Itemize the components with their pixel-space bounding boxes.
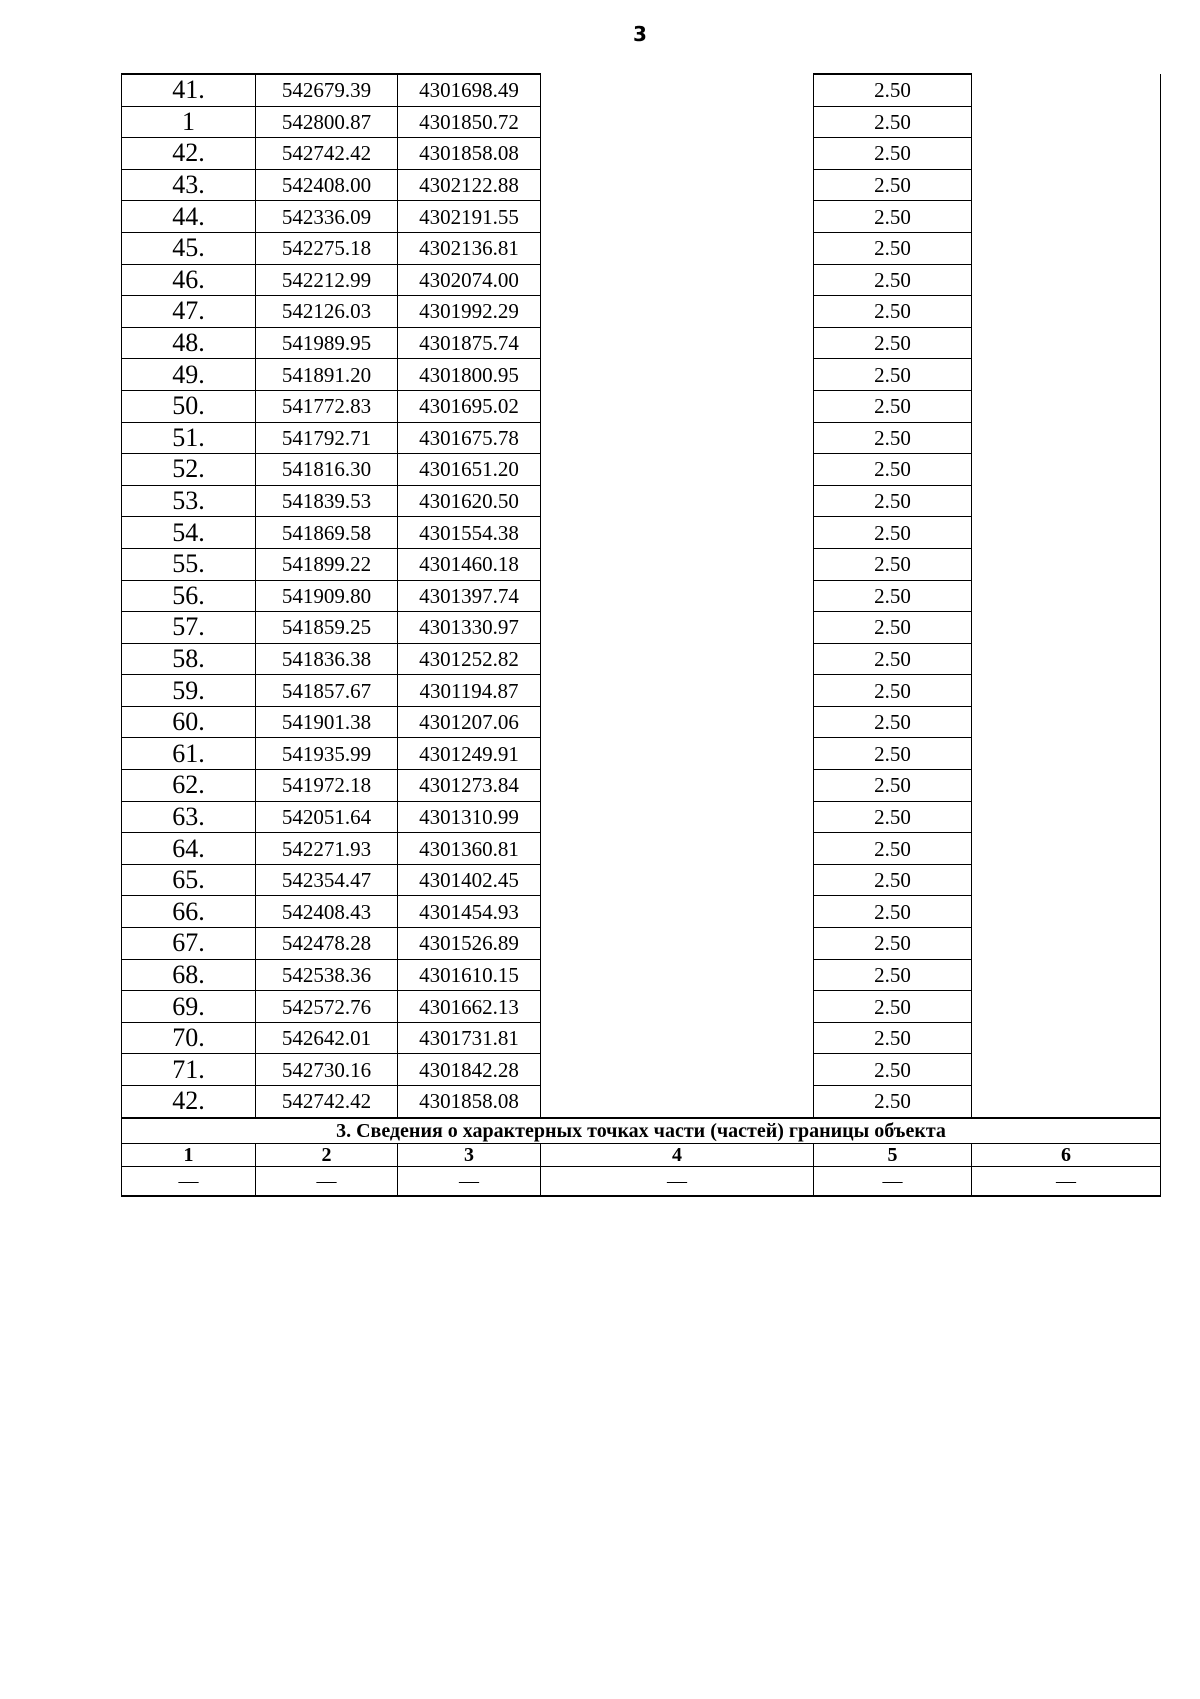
point-number: 47. xyxy=(122,296,256,328)
precision-value: 2.50 xyxy=(814,959,972,991)
table-row xyxy=(122,138,1161,170)
empty-cell xyxy=(972,264,1161,296)
point-number: 44. xyxy=(122,201,256,233)
coord-y: 4301675.78 xyxy=(398,422,541,454)
empty-cell xyxy=(541,517,814,549)
empty-cell xyxy=(972,675,1161,707)
coord-y: 4301610.15 xyxy=(398,959,541,991)
precision-value: 2.50 xyxy=(814,991,972,1023)
table-row xyxy=(122,896,1161,928)
coord-x: 542408.00 xyxy=(256,169,398,201)
precision-value: 2.50 xyxy=(814,864,972,896)
point-number: 60. xyxy=(122,706,256,738)
dash-cell: — xyxy=(972,1166,1161,1196)
point-number: 41. xyxy=(122,74,256,106)
precision-value: 2.50 xyxy=(814,517,972,549)
coord-y: 4301402.45 xyxy=(398,864,541,896)
empty-cell xyxy=(972,896,1161,928)
precision-value: 2.50 xyxy=(814,485,972,517)
coord-x: 542478.28 xyxy=(256,928,398,960)
empty-cell xyxy=(972,801,1161,833)
coord-x: 542800.87 xyxy=(256,106,398,138)
table-row xyxy=(122,296,1161,328)
table-row xyxy=(122,770,1161,802)
empty-cell xyxy=(541,643,814,675)
point-number: 64. xyxy=(122,833,256,865)
coord-y: 4301651.20 xyxy=(398,454,541,486)
empty-cell xyxy=(972,864,1161,896)
point-number: 63. xyxy=(122,801,256,833)
coord-y: 4302122.88 xyxy=(398,169,541,201)
table-row xyxy=(122,1086,1161,1118)
coord-x: 541899.22 xyxy=(256,548,398,580)
point-number: 42. xyxy=(122,1086,256,1118)
table-row xyxy=(122,106,1161,138)
empty-cell xyxy=(972,548,1161,580)
coordinates-table xyxy=(121,73,1161,1197)
precision-value: 2.50 xyxy=(814,738,972,770)
coord-x: 542126.03 xyxy=(256,296,398,328)
empty-cell xyxy=(972,138,1161,170)
coord-y: 4301454.93 xyxy=(398,896,541,928)
precision-value: 2.50 xyxy=(814,390,972,422)
coord-x: 541772.83 xyxy=(256,390,398,422)
empty-cell xyxy=(972,959,1161,991)
coord-y: 4301698.49 xyxy=(398,74,541,106)
dash-cell: — xyxy=(814,1166,972,1196)
dash-cell: — xyxy=(398,1166,541,1196)
empty-cell xyxy=(541,359,814,391)
empty-cell xyxy=(972,706,1161,738)
coord-x: 541972.18 xyxy=(256,770,398,802)
empty-cell xyxy=(541,706,814,738)
empty-cell xyxy=(972,232,1161,264)
empty-cell xyxy=(541,738,814,770)
empty-cell xyxy=(972,770,1161,802)
coord-x: 542742.42 xyxy=(256,138,398,170)
coord-x: 541909.80 xyxy=(256,580,398,612)
column-header: 6 xyxy=(972,1143,1161,1166)
coord-x: 541839.53 xyxy=(256,485,398,517)
table-row xyxy=(122,1054,1161,1086)
section3 xyxy=(122,1118,1161,1196)
table-row xyxy=(122,864,1161,896)
empty-cell xyxy=(541,422,814,454)
empty-cell xyxy=(541,833,814,865)
coord-y: 4301397.74 xyxy=(398,580,541,612)
table-row xyxy=(122,643,1161,675)
dash-cell: — xyxy=(256,1166,398,1196)
coord-y: 4301662.13 xyxy=(398,991,541,1023)
coord-x: 542679.39 xyxy=(256,74,398,106)
point-number: 57. xyxy=(122,612,256,644)
empty-cell xyxy=(972,580,1161,612)
coord-x: 542336.09 xyxy=(256,201,398,233)
table-row xyxy=(122,1022,1161,1054)
point-number: 67. xyxy=(122,928,256,960)
precision-value: 2.50 xyxy=(814,643,972,675)
empty-cell xyxy=(541,201,814,233)
page-number: 3 xyxy=(633,22,647,46)
empty-cell xyxy=(972,1022,1161,1054)
precision-value: 2.50 xyxy=(814,138,972,170)
precision-value: 2.50 xyxy=(814,169,972,201)
coord-y: 4301850.72 xyxy=(398,106,541,138)
empty-cell xyxy=(972,833,1161,865)
point-number: 66. xyxy=(122,896,256,928)
empty-cell xyxy=(541,264,814,296)
empty-cell xyxy=(972,485,1161,517)
point-number: 48. xyxy=(122,327,256,359)
point-number: 59. xyxy=(122,675,256,707)
precision-value: 2.50 xyxy=(814,1086,972,1118)
precision-value: 2.50 xyxy=(814,675,972,707)
empty-cell xyxy=(541,928,814,960)
precision-value: 2.50 xyxy=(814,612,972,644)
table-row xyxy=(122,706,1161,738)
empty-cell xyxy=(541,390,814,422)
dash-cell: — xyxy=(541,1166,814,1196)
coord-y: 4301249.91 xyxy=(398,738,541,770)
empty-cell xyxy=(972,928,1161,960)
table-row xyxy=(122,454,1161,486)
coord-y: 4301252.82 xyxy=(398,643,541,675)
table-row xyxy=(122,991,1161,1023)
coord-y: 4301875.74 xyxy=(398,327,541,359)
point-number: 70. xyxy=(122,1022,256,1054)
coord-y: 4301310.99 xyxy=(398,801,541,833)
empty-cell xyxy=(541,1086,814,1118)
empty-cell xyxy=(541,864,814,896)
point-number: 71. xyxy=(122,1054,256,1086)
coord-x: 541989.95 xyxy=(256,327,398,359)
empty-cell xyxy=(541,612,814,644)
coord-x: 542572.76 xyxy=(256,991,398,1023)
precision-value: 2.50 xyxy=(814,359,972,391)
empty-cell xyxy=(541,485,814,517)
coord-y: 4301858.08 xyxy=(398,138,541,170)
precision-value: 2.50 xyxy=(814,1022,972,1054)
table-row xyxy=(122,612,1161,644)
table-row xyxy=(122,485,1161,517)
column-header: 4 xyxy=(541,1143,814,1166)
empty-cell xyxy=(541,1054,814,1086)
empty-cell xyxy=(972,106,1161,138)
coordinates-rows xyxy=(122,74,1161,1118)
coord-y: 4302191.55 xyxy=(398,201,541,233)
empty-cell xyxy=(972,422,1161,454)
empty-cell xyxy=(972,390,1161,422)
empty-cell xyxy=(972,296,1161,328)
coord-x: 542538.36 xyxy=(256,959,398,991)
point-number: 55. xyxy=(122,548,256,580)
coord-y: 4301620.50 xyxy=(398,485,541,517)
coord-x: 541935.99 xyxy=(256,738,398,770)
coord-x: 541869.58 xyxy=(256,517,398,549)
coord-y: 4301526.89 xyxy=(398,928,541,960)
table-row xyxy=(122,74,1161,106)
coord-y: 4301330.97 xyxy=(398,612,541,644)
table-row xyxy=(122,422,1161,454)
coord-x: 542051.64 xyxy=(256,801,398,833)
coord-y: 4301194.87 xyxy=(398,675,541,707)
precision-value: 2.50 xyxy=(814,296,972,328)
empty-cell xyxy=(541,801,814,833)
empty-cell xyxy=(541,548,814,580)
point-number: 54. xyxy=(122,517,256,549)
point-number: 52. xyxy=(122,454,256,486)
empty-cell xyxy=(972,643,1161,675)
dash-cell: — xyxy=(122,1166,256,1196)
precision-value: 2.50 xyxy=(814,770,972,802)
precision-value: 2.50 xyxy=(814,264,972,296)
column-header-row xyxy=(122,1143,1161,1166)
point-number: 51. xyxy=(122,422,256,454)
empty-cell xyxy=(541,169,814,201)
coord-y: 4301360.81 xyxy=(398,833,541,865)
empty-cell xyxy=(972,201,1161,233)
empty-cell xyxy=(541,1022,814,1054)
coord-x: 542408.43 xyxy=(256,896,398,928)
point-number: 62. xyxy=(122,770,256,802)
section3-title: 3. Сведения о характерных точках части (частей) границы объекта xyxy=(122,1118,1161,1144)
point-number: 50. xyxy=(122,390,256,422)
coord-x: 541857.67 xyxy=(256,675,398,707)
table-row xyxy=(122,390,1161,422)
point-number: 46. xyxy=(122,264,256,296)
table-row xyxy=(122,169,1161,201)
table-row xyxy=(122,359,1161,391)
empty-cell xyxy=(541,770,814,802)
coord-y: 4301731.81 xyxy=(398,1022,541,1054)
coord-x: 542742.42 xyxy=(256,1086,398,1118)
precision-value: 2.50 xyxy=(814,1054,972,1086)
point-number: 61. xyxy=(122,738,256,770)
point-number: 68. xyxy=(122,959,256,991)
table-row xyxy=(122,232,1161,264)
empty-cell xyxy=(972,327,1161,359)
point-number: 1 xyxy=(122,106,256,138)
column-header: 1 xyxy=(122,1143,256,1166)
coord-x: 541859.25 xyxy=(256,612,398,644)
table-row xyxy=(122,580,1161,612)
empty-cell xyxy=(541,232,814,264)
point-number: 45. xyxy=(122,232,256,264)
empty-cell xyxy=(972,612,1161,644)
precision-value: 2.50 xyxy=(814,106,972,138)
table-row xyxy=(122,548,1161,580)
point-number: 69. xyxy=(122,991,256,1023)
coord-y: 4301800.95 xyxy=(398,359,541,391)
dash-row xyxy=(122,1166,1161,1196)
coord-x: 542275.18 xyxy=(256,232,398,264)
empty-cell xyxy=(541,580,814,612)
coord-y: 4301554.38 xyxy=(398,517,541,549)
coord-y: 4301273.84 xyxy=(398,770,541,802)
empty-cell xyxy=(972,1054,1161,1086)
precision-value: 2.50 xyxy=(814,801,972,833)
empty-cell xyxy=(972,359,1161,391)
point-number: 53. xyxy=(122,485,256,517)
empty-cell xyxy=(972,1086,1161,1118)
precision-value: 2.50 xyxy=(814,580,972,612)
coord-y: 4302136.81 xyxy=(398,232,541,264)
coord-x: 542642.01 xyxy=(256,1022,398,1054)
empty-cell xyxy=(541,959,814,991)
coord-y: 4301858.08 xyxy=(398,1086,541,1118)
table-row xyxy=(122,517,1161,549)
precision-value: 2.50 xyxy=(814,232,972,264)
empty-cell xyxy=(541,106,814,138)
empty-cell xyxy=(541,991,814,1023)
table-row xyxy=(122,264,1161,296)
precision-value: 2.50 xyxy=(814,74,972,106)
coord-y: 4302074.00 xyxy=(398,264,541,296)
point-number: 49. xyxy=(122,359,256,391)
coord-x: 541792.71 xyxy=(256,422,398,454)
table-row xyxy=(122,959,1161,991)
empty-cell xyxy=(972,454,1161,486)
column-header: 2 xyxy=(256,1143,398,1166)
empty-cell xyxy=(541,296,814,328)
coord-y: 4301842.28 xyxy=(398,1054,541,1086)
table-row xyxy=(122,833,1161,865)
point-number: 43. xyxy=(122,169,256,201)
table-row xyxy=(122,201,1161,233)
precision-value: 2.50 xyxy=(814,833,972,865)
coord-x: 541891.20 xyxy=(256,359,398,391)
empty-cell xyxy=(972,74,1161,106)
empty-cell xyxy=(541,675,814,707)
precision-value: 2.50 xyxy=(814,422,972,454)
table-row xyxy=(122,327,1161,359)
empty-cell xyxy=(541,74,814,106)
table-row xyxy=(122,801,1161,833)
precision-value: 2.50 xyxy=(814,896,972,928)
coord-x: 542730.16 xyxy=(256,1054,398,1086)
coord-y: 4301695.02 xyxy=(398,390,541,422)
precision-value: 2.50 xyxy=(814,454,972,486)
precision-value: 2.50 xyxy=(814,548,972,580)
column-header: 5 xyxy=(814,1143,972,1166)
precision-value: 2.50 xyxy=(814,327,972,359)
coord-y: 4301460.18 xyxy=(398,548,541,580)
coord-x: 541816.30 xyxy=(256,454,398,486)
coord-x: 542212.99 xyxy=(256,264,398,296)
precision-value: 2.50 xyxy=(814,201,972,233)
table-row xyxy=(122,738,1161,770)
empty-cell xyxy=(972,517,1161,549)
table-row xyxy=(122,928,1161,960)
coord-x: 541901.38 xyxy=(256,706,398,738)
coord-y: 4301207.06 xyxy=(398,706,541,738)
coord-x: 541836.38 xyxy=(256,643,398,675)
empty-cell xyxy=(972,169,1161,201)
coord-y: 4301992.29 xyxy=(398,296,541,328)
table-row xyxy=(122,675,1161,707)
coord-x: 542354.47 xyxy=(256,864,398,896)
precision-value: 2.50 xyxy=(814,706,972,738)
point-number: 58. xyxy=(122,643,256,675)
point-number: 65. xyxy=(122,864,256,896)
point-number: 56. xyxy=(122,580,256,612)
column-header: 3 xyxy=(398,1143,541,1166)
empty-cell xyxy=(541,454,814,486)
empty-cell xyxy=(972,991,1161,1023)
coord-x: 542271.93 xyxy=(256,833,398,865)
empty-cell xyxy=(541,138,814,170)
empty-cell xyxy=(541,896,814,928)
empty-cell xyxy=(972,738,1161,770)
point-number: 42. xyxy=(122,138,256,170)
precision-value: 2.50 xyxy=(814,928,972,960)
empty-cell xyxy=(541,327,814,359)
